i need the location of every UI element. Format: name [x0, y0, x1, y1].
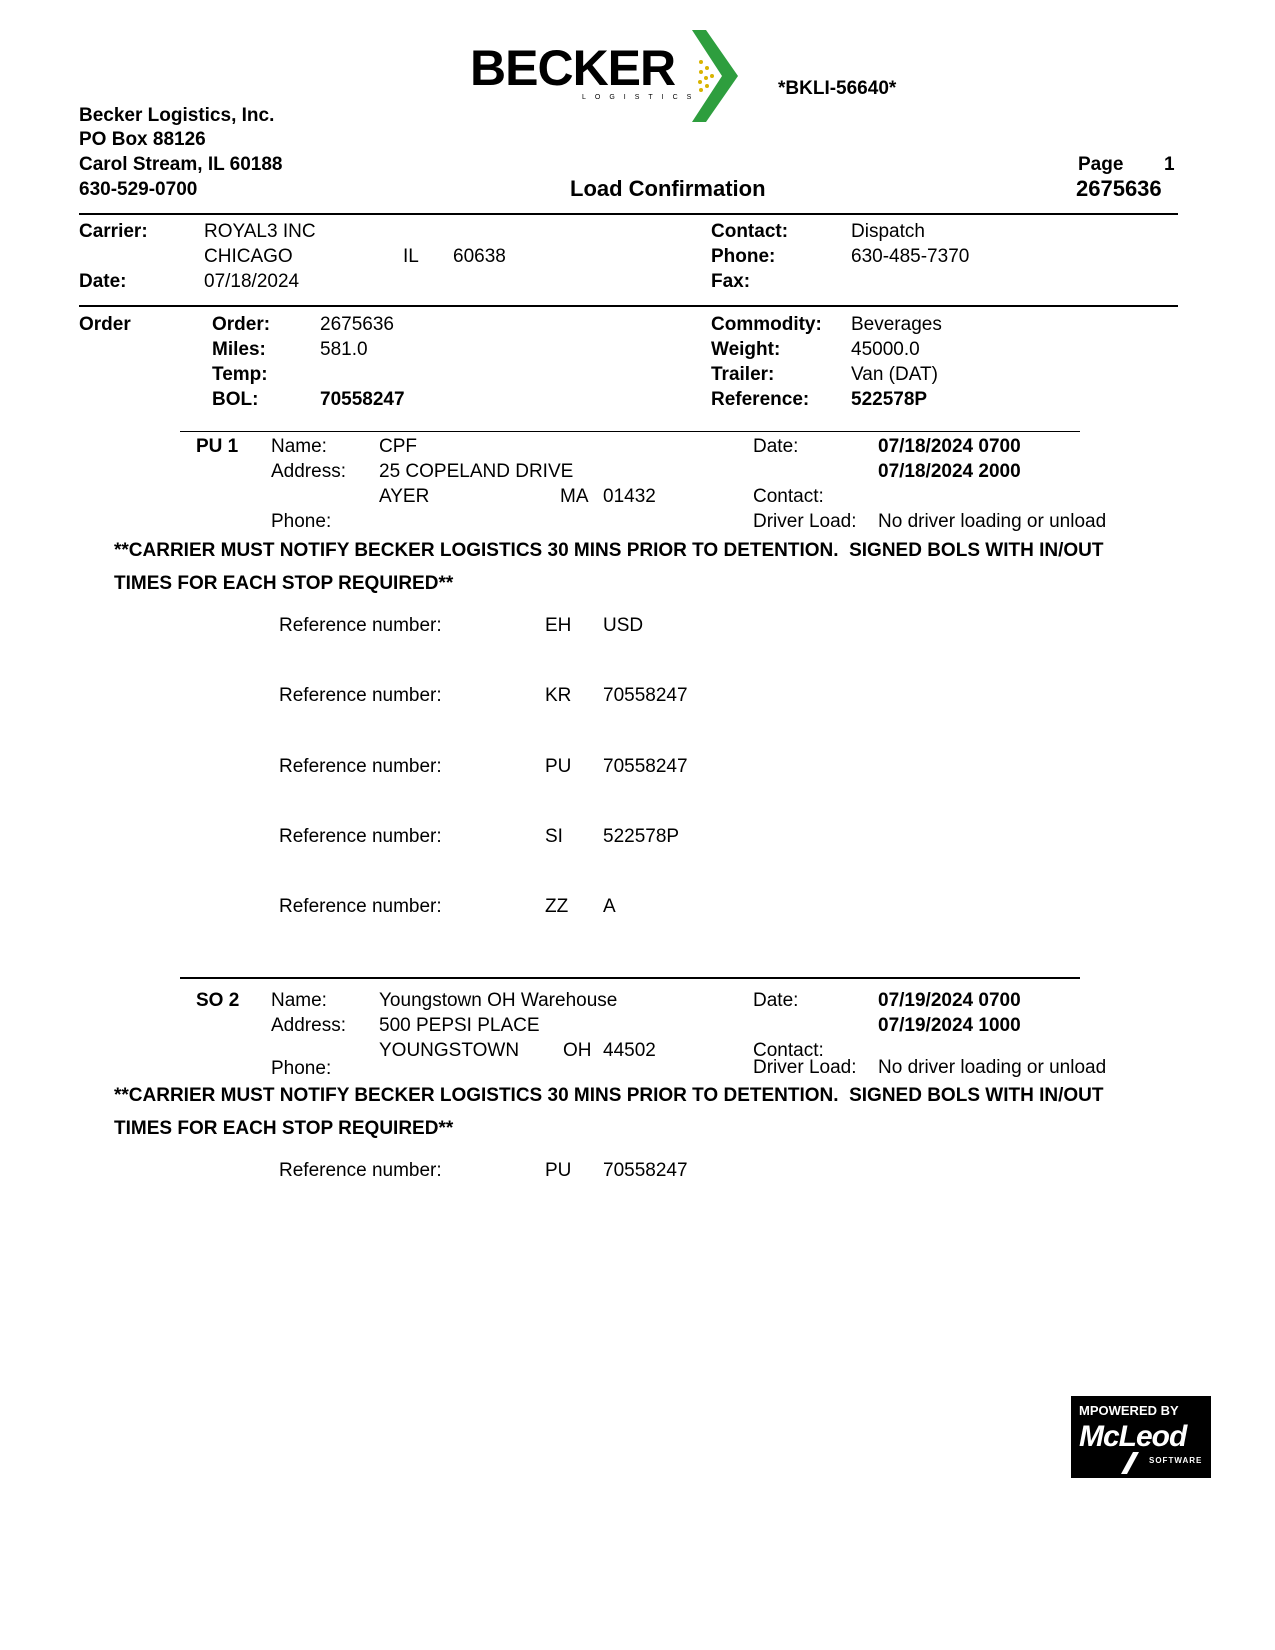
order-section-label: Order	[79, 314, 131, 335]
carrier-name: ROYAL3 INC	[204, 221, 316, 242]
carrier-date-label: Date:	[79, 271, 127, 292]
company-address2: Carol Stream, IL 60188	[79, 154, 283, 175]
stop-divider	[180, 431, 1080, 432]
logo-arrow-icon	[692, 30, 740, 122]
bol-label: BOL:	[212, 389, 259, 410]
commodity-label: Commodity:	[711, 314, 822, 335]
mcleod-badge-line1: MPOWERED BY	[1079, 1403, 1179, 1418]
stop1-ref-label: Reference number:	[279, 826, 442, 847]
trailer-value: Van (DAT)	[851, 364, 938, 385]
stop1-driver-load: No driver loading or unload	[878, 511, 1107, 532]
company-name: Becker Logistics, Inc.	[79, 105, 275, 126]
stop-divider	[180, 977, 1080, 979]
stop2-date-start: 07/19/2024 0700	[878, 990, 1021, 1011]
order-value: 2675636	[320, 314, 394, 335]
stop2-notice-line1: **CARRIER MUST NOTIFY BECKER LOGISTICS 30 MINS PRIOR TO DETENTION. SIGNED BOLS WITH IN/OUT	[114, 1085, 1104, 1106]
stop1-ref-value: 70558247	[603, 756, 688, 777]
stop2-driver-load: No driver loading or unload	[878, 1057, 1107, 1078]
stop1-ref-code: EH	[545, 615, 572, 636]
carrier-zip: 60638	[453, 246, 506, 267]
stop1-id: PU 1	[196, 436, 239, 457]
page-title: Load Confirmation	[570, 176, 766, 201]
carrier-label: Carrier:	[79, 221, 148, 242]
stop1-driver-load-label: Driver Load:	[753, 511, 857, 532]
stop2-zip: 44502	[603, 1040, 656, 1061]
stop2-ref-value: 70558247	[603, 1160, 688, 1181]
stop1-state: MA	[560, 486, 589, 507]
mcleod-slash-icon	[1121, 1452, 1141, 1474]
stop1-ref-value: 522578P	[603, 826, 680, 847]
stop2-id: SO 2	[196, 990, 240, 1011]
stop2-ref-code: PU	[545, 1160, 572, 1181]
contact-value: Dispatch	[851, 221, 925, 242]
stop1-ref-code: PU	[545, 756, 572, 777]
stop1-date-end: 07/18/2024 2000	[878, 461, 1021, 482]
carrier-date: 07/18/2024	[204, 271, 300, 292]
miles-value: 581.0	[320, 339, 368, 360]
stop1-name: CPF	[379, 436, 417, 457]
stop1-ref-code: ZZ	[545, 896, 569, 917]
barcode-id: *BKLI-56640*	[778, 78, 897, 99]
weight-value: 45000.0	[851, 339, 920, 360]
stop1-ref-label: Reference number:	[279, 685, 442, 706]
trailer-label: Trailer:	[711, 364, 775, 385]
fax-label: Fax:	[711, 271, 751, 292]
weight-label: Weight:	[711, 339, 781, 360]
commodity-value: Beverages	[851, 314, 942, 335]
stop2-ref-label: Reference number:	[279, 1160, 442, 1181]
stop1-city: AYER	[379, 486, 430, 507]
stop1-address: 25 COPELAND DRIVE	[379, 461, 574, 482]
stop1-contact-label: Contact:	[753, 486, 824, 507]
divider	[79, 213, 1178, 215]
stop2-state: OH	[563, 1040, 592, 1061]
carrier-state: IL	[403, 246, 419, 267]
phone-value: 630-485-7370	[851, 246, 970, 267]
stop1-ref-label: Reference number:	[279, 896, 442, 917]
stop2-name-label: Name:	[271, 990, 327, 1011]
mcleod-badge	[1071, 1396, 1211, 1478]
stop2-notice-line2: TIMES FOR EACH STOP REQUIRED**	[114, 1118, 454, 1139]
stop2-date-label: Date:	[753, 990, 799, 1011]
stop1-phone-label: Phone:	[271, 511, 332, 532]
logo-sub: LOGISTICS	[582, 94, 701, 101]
stop1-ref-value: USD	[603, 615, 644, 636]
bol-value: 70558247	[320, 389, 405, 410]
contact-label: Contact:	[711, 221, 789, 242]
temp-label: Temp:	[212, 364, 268, 385]
stop2-date-end: 07/19/2024 1000	[878, 1015, 1021, 1036]
divider	[79, 305, 1178, 307]
stop1-date-start: 07/18/2024 0700	[878, 436, 1021, 457]
mcleod-badge-brand: McLeod	[1079, 1420, 1187, 1453]
mcleod-badge-sub: SOFTWARE	[1149, 1456, 1203, 1465]
stop2-contact-label: Contact:	[753, 1040, 824, 1061]
stop1-ref-code: SI	[545, 826, 563, 847]
page-number: 1	[1164, 154, 1175, 175]
stop2-address: 500 PEPSI PLACE	[379, 1015, 540, 1036]
stop1-ref-value: A	[603, 896, 616, 917]
stop2-driver-load-label: Driver Load:	[753, 1057, 857, 1078]
stop1-ref-label: Reference number:	[279, 756, 442, 777]
reference-value: 522578P	[851, 389, 928, 410]
stop1-name-label: Name:	[271, 436, 327, 457]
miles-label: Miles:	[212, 339, 266, 360]
company-address1: PO Box 88126	[79, 129, 206, 150]
carrier-city: CHICAGO	[204, 246, 293, 267]
page-label: Page	[1078, 154, 1124, 175]
stop2-city: YOUNGSTOWN	[379, 1040, 520, 1061]
phone-label: Phone:	[711, 246, 776, 267]
stop1-ref-code: KR	[545, 685, 572, 706]
order-label: Order:	[212, 314, 271, 335]
stop1-ref-label: Reference number:	[279, 615, 442, 636]
stop1-date-label: Date:	[753, 436, 799, 457]
stop1-notice-line1: **CARRIER MUST NOTIFY BECKER LOGISTICS 30 MINS PRIOR TO DETENTION. SIGNED BOLS WITH IN/OUT	[114, 540, 1104, 561]
stop2-address-label: Address:	[271, 1015, 346, 1036]
stop1-zip: 01432	[603, 486, 656, 507]
reference-label: Reference:	[711, 389, 810, 410]
stop2-name: Youngstown OH Warehouse	[379, 990, 618, 1011]
company-phone: 630-529-0700	[79, 179, 198, 200]
stop1-ref-value: 70558247	[603, 685, 688, 706]
stop2-phone-label: Phone:	[271, 1058, 332, 1079]
doc-number: 2675636	[1076, 176, 1162, 201]
logo-brand: BECKER	[470, 40, 676, 96]
stop1-notice-line2: TIMES FOR EACH STOP REQUIRED**	[114, 573, 454, 594]
stop1-address-label: Address:	[271, 461, 346, 482]
